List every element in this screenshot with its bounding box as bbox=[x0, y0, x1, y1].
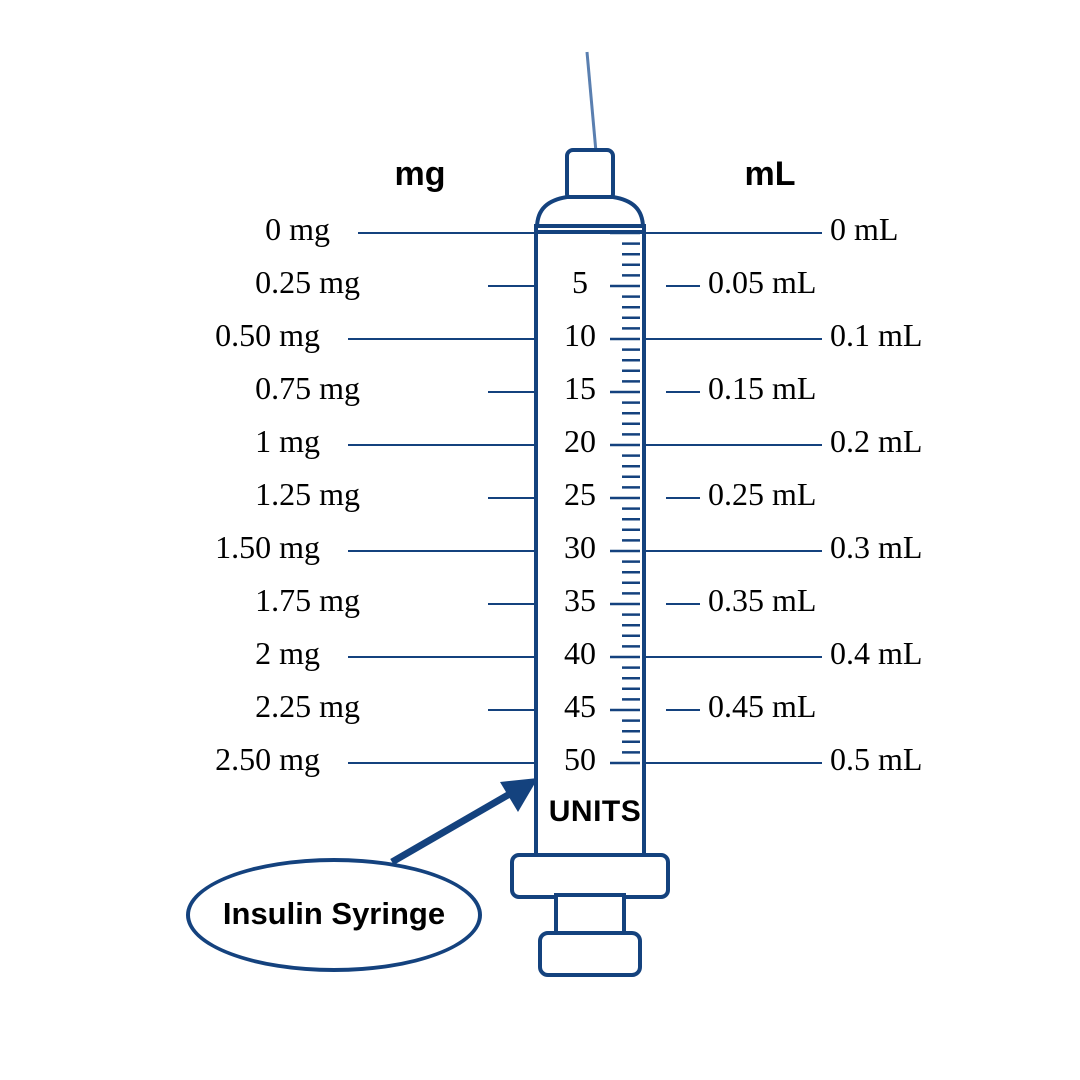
ml-label-10: 0.5 mL bbox=[830, 741, 923, 777]
units-caption: UNITS bbox=[548, 795, 642, 828]
ml-label-3: 0.15 mL bbox=[708, 370, 817, 406]
plunger-thumb-rest bbox=[540, 933, 640, 975]
plunger-flange bbox=[512, 855, 668, 897]
leader-line-right-4 bbox=[642, 444, 822, 446]
unit-number-25: 25 bbox=[564, 476, 596, 512]
leader-line-left-3 bbox=[488, 391, 538, 393]
ml-label-7: 0.35 mL bbox=[708, 582, 817, 618]
leader-line-left-0 bbox=[358, 232, 538, 234]
leader-line-right-2 bbox=[642, 338, 822, 340]
ml-label-5: 0.25 mL bbox=[708, 476, 817, 512]
mg-label-5: 1.25 mg bbox=[255, 476, 360, 512]
leader-line-left-1 bbox=[488, 285, 538, 287]
leader-line-right-0 bbox=[642, 232, 822, 234]
leader-line-right-5 bbox=[666, 497, 700, 499]
needle-hub bbox=[567, 150, 613, 200]
mg-label-3: 0.75 mg bbox=[255, 370, 360, 406]
unit-number-15: 15 bbox=[564, 370, 596, 406]
mg-label-8: 2 mg bbox=[255, 635, 320, 671]
leader-line-right-9 bbox=[666, 709, 700, 711]
unit-number-10: 10 bbox=[564, 317, 596, 353]
leader-line-right-7 bbox=[666, 603, 700, 605]
unit-number-50: 50 bbox=[564, 741, 596, 777]
ml-column-header: mL bbox=[744, 155, 796, 193]
leader-line-right-8 bbox=[642, 656, 822, 658]
ml-label-0: 0 mL bbox=[830, 211, 899, 247]
leader-line-right-1 bbox=[666, 285, 700, 287]
ml-label-1: 0.05 mL bbox=[708, 264, 817, 300]
unit-number-20: 20 bbox=[564, 423, 596, 459]
barrel-shoulder bbox=[537, 197, 643, 228]
needle-icon bbox=[587, 52, 596, 152]
mg-label-7: 1.75 mg bbox=[255, 582, 360, 618]
unit-number-30: 30 bbox=[564, 529, 596, 565]
mg-label-1: 0.25 mg bbox=[255, 264, 360, 300]
leader-line-left-2 bbox=[348, 338, 538, 340]
mg-label-6: 1.50 mg bbox=[215, 529, 320, 565]
unit-number-45: 45 bbox=[564, 688, 596, 724]
unit-number-35: 35 bbox=[564, 582, 596, 618]
leader-line-left-4 bbox=[348, 444, 538, 446]
leader-line-right-10 bbox=[642, 762, 822, 764]
leader-line-left-5 bbox=[488, 497, 538, 499]
callout-arrow bbox=[392, 778, 538, 862]
mg-label-9: 2.25 mg bbox=[255, 688, 360, 724]
ml-label-9: 0.45 mL bbox=[708, 688, 817, 724]
unit-number-40: 40 bbox=[564, 635, 596, 671]
mg-column-header: mg bbox=[394, 155, 446, 193]
leader-line-left-9 bbox=[488, 709, 538, 711]
leader-line-left-10 bbox=[348, 762, 538, 764]
leader-line-left-7 bbox=[488, 603, 538, 605]
unit-number-5: 5 bbox=[572, 264, 588, 300]
mg-label-2: 0.50 mg bbox=[215, 317, 320, 353]
ml-label-8: 0.4 mL bbox=[830, 635, 923, 671]
ml-label-2: 0.1 mL bbox=[830, 317, 923, 353]
mg-label-10: 2.50 mg bbox=[215, 741, 320, 777]
ml-label-6: 0.3 mL bbox=[830, 529, 923, 565]
leader-line-left-6 bbox=[348, 550, 538, 552]
leader-line-left-8 bbox=[348, 656, 538, 658]
callout-label: Insulin Syringe bbox=[222, 896, 446, 931]
mg-label-4: 1 mg bbox=[255, 423, 320, 459]
leader-line-right-3 bbox=[666, 391, 700, 393]
ml-label-4: 0.2 mL bbox=[830, 423, 923, 459]
mg-label-0: 0 mg bbox=[265, 211, 330, 247]
leader-line-right-6 bbox=[642, 550, 822, 552]
